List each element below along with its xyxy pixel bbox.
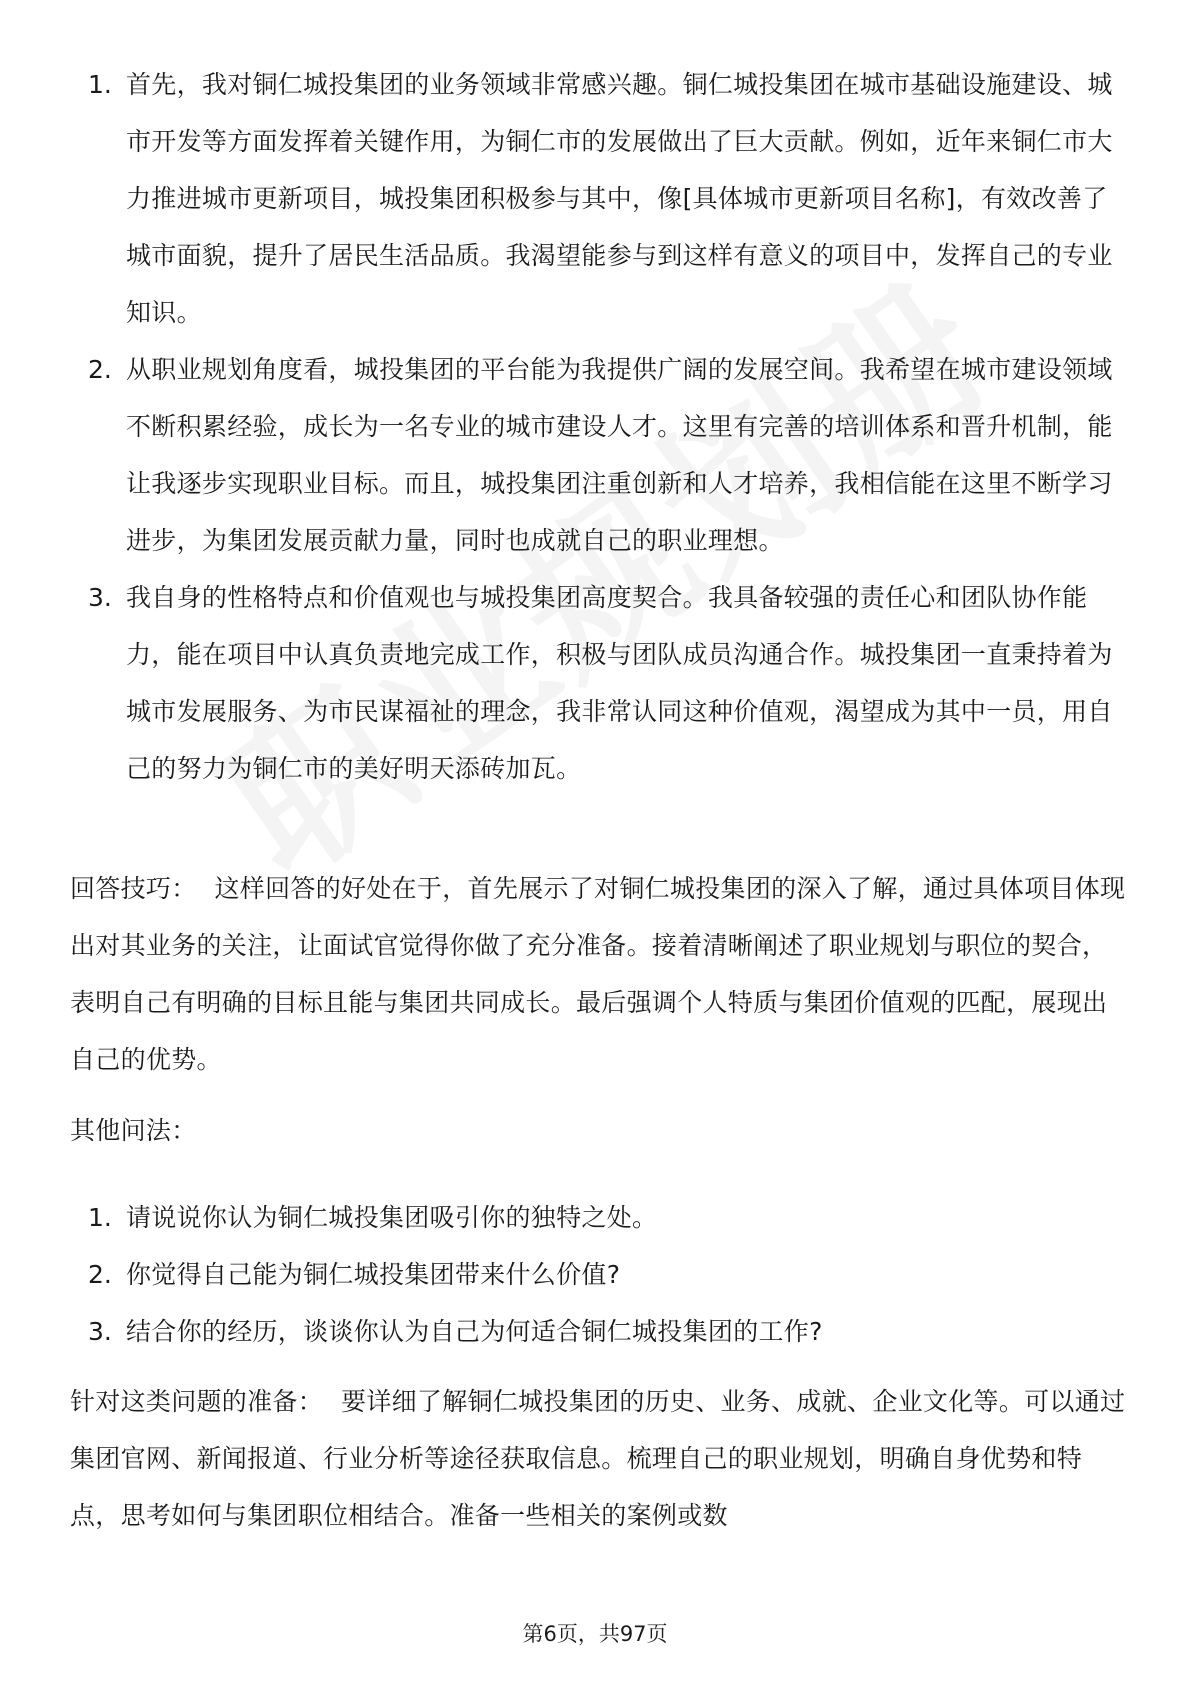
list-item-text: 你觉得自己能为铜仁城投集团带来什么价值? [126, 1260, 621, 1289]
answer-tips-paragraph [70, 860, 1130, 1088]
answer-item-3 [88, 569, 1128, 797]
list-number: 1. [88, 70, 112, 99]
list-number: 3. [88, 1317, 112, 1346]
list-number: 2. [88, 1260, 112, 1289]
list-number: 3. [88, 583, 112, 612]
list-item-text: 从职业规划角度看，城投集团的平台能为我提供广阔的发展空间。我希望在城市建设领域不断积累经验，成长为一名专业的城市建设人才。这里有完善的培训体系和晋升机制，能让我逐步实现职业目标。而且，城投集团注重创新和人才培养，我相信能在这里不断学习进步，为集团发展贡献力量，同时也成就自己的职业理想。 [126, 355, 1113, 555]
other-questions-list [88, 1189, 1128, 1360]
list-item-text: 我自身的性格特点和价值观也与城投集团高度契合。我具备较强的责任心和团队协作能力，能在项目中认真负责地完成工作，积极与团队成员沟通合作。城投集团一直秉持着为城市发展服务、为市民谋福祉的理念，我非常认同这种价值观，渴望成为其中一员，用自己的努力为铜仁市的美好明天添砖加瓦。 [126, 583, 1113, 783]
other-questions-label: 其他问法： [70, 1116, 197, 1145]
answer-item-2 [88, 341, 1128, 569]
answer-tips-label: 回答技巧： [70, 874, 197, 903]
question-item-1 [88, 1189, 1128, 1246]
answer-tips-text: 这样回答的好处在于，首先展示了对铜仁城投集团的深入了解，通过具体项目体现出对其业务的关注，让面试官觉得你做了充分准备。接着清晰阐述了职业规划与职位的契合，表明自己有明确的目标且能与集团共同成长。最后强调个人特质与集团价值观的匹配，展现出自己的优势。 [70, 874, 1126, 1074]
preparation-label: 针对这类问题的准备： [70, 1387, 324, 1416]
question-item-2 [88, 1246, 1128, 1303]
preparation-text: 要详细了解铜仁城投集团的历史、业务、成就、企业文化等。可以通过集团官网、新闻报道、行业分析等途径获取信息。梳理自己的职业规划，明确自身优势和特点，思考如何与集团职位相结合。准备一些相关的案例或数 [70, 1387, 1126, 1530]
list-item-text: 请说说你认为铜仁城投集团吸引你的独特之处。 [126, 1203, 658, 1232]
list-number: 1. [88, 1203, 112, 1232]
other-questions-heading [70, 1102, 1130, 1159]
preparation-paragraph [70, 1373, 1130, 1544]
page-number: 第6页，共97页 [522, 1622, 668, 1646]
question-item-3 [88, 1303, 1128, 1360]
list-item-text: 首先，我对铜仁城投集团的业务领域非常感兴趣。铜仁城投集团在城市基础设施建设、城市开发等方面发挥着关键作用，为铜仁市的发展做出了巨大贡献。例如，近年来铜仁市大力推进城市更新项目，城投集团积极参与其中，像[具体城市更新项目名称]，有效改善了城市面貌，提升了居民生活品质。我渴望能参与到这样有意义的项目中，发挥自己的专业知识。 [126, 70, 1113, 327]
answer-item-1 [88, 56, 1128, 341]
answer-list [88, 56, 1128, 797]
list-item-text: 结合你的经历，谈谈你认为自己为何适合铜仁城投集团的工作? [126, 1317, 823, 1346]
list-number: 2. [88, 355, 112, 384]
